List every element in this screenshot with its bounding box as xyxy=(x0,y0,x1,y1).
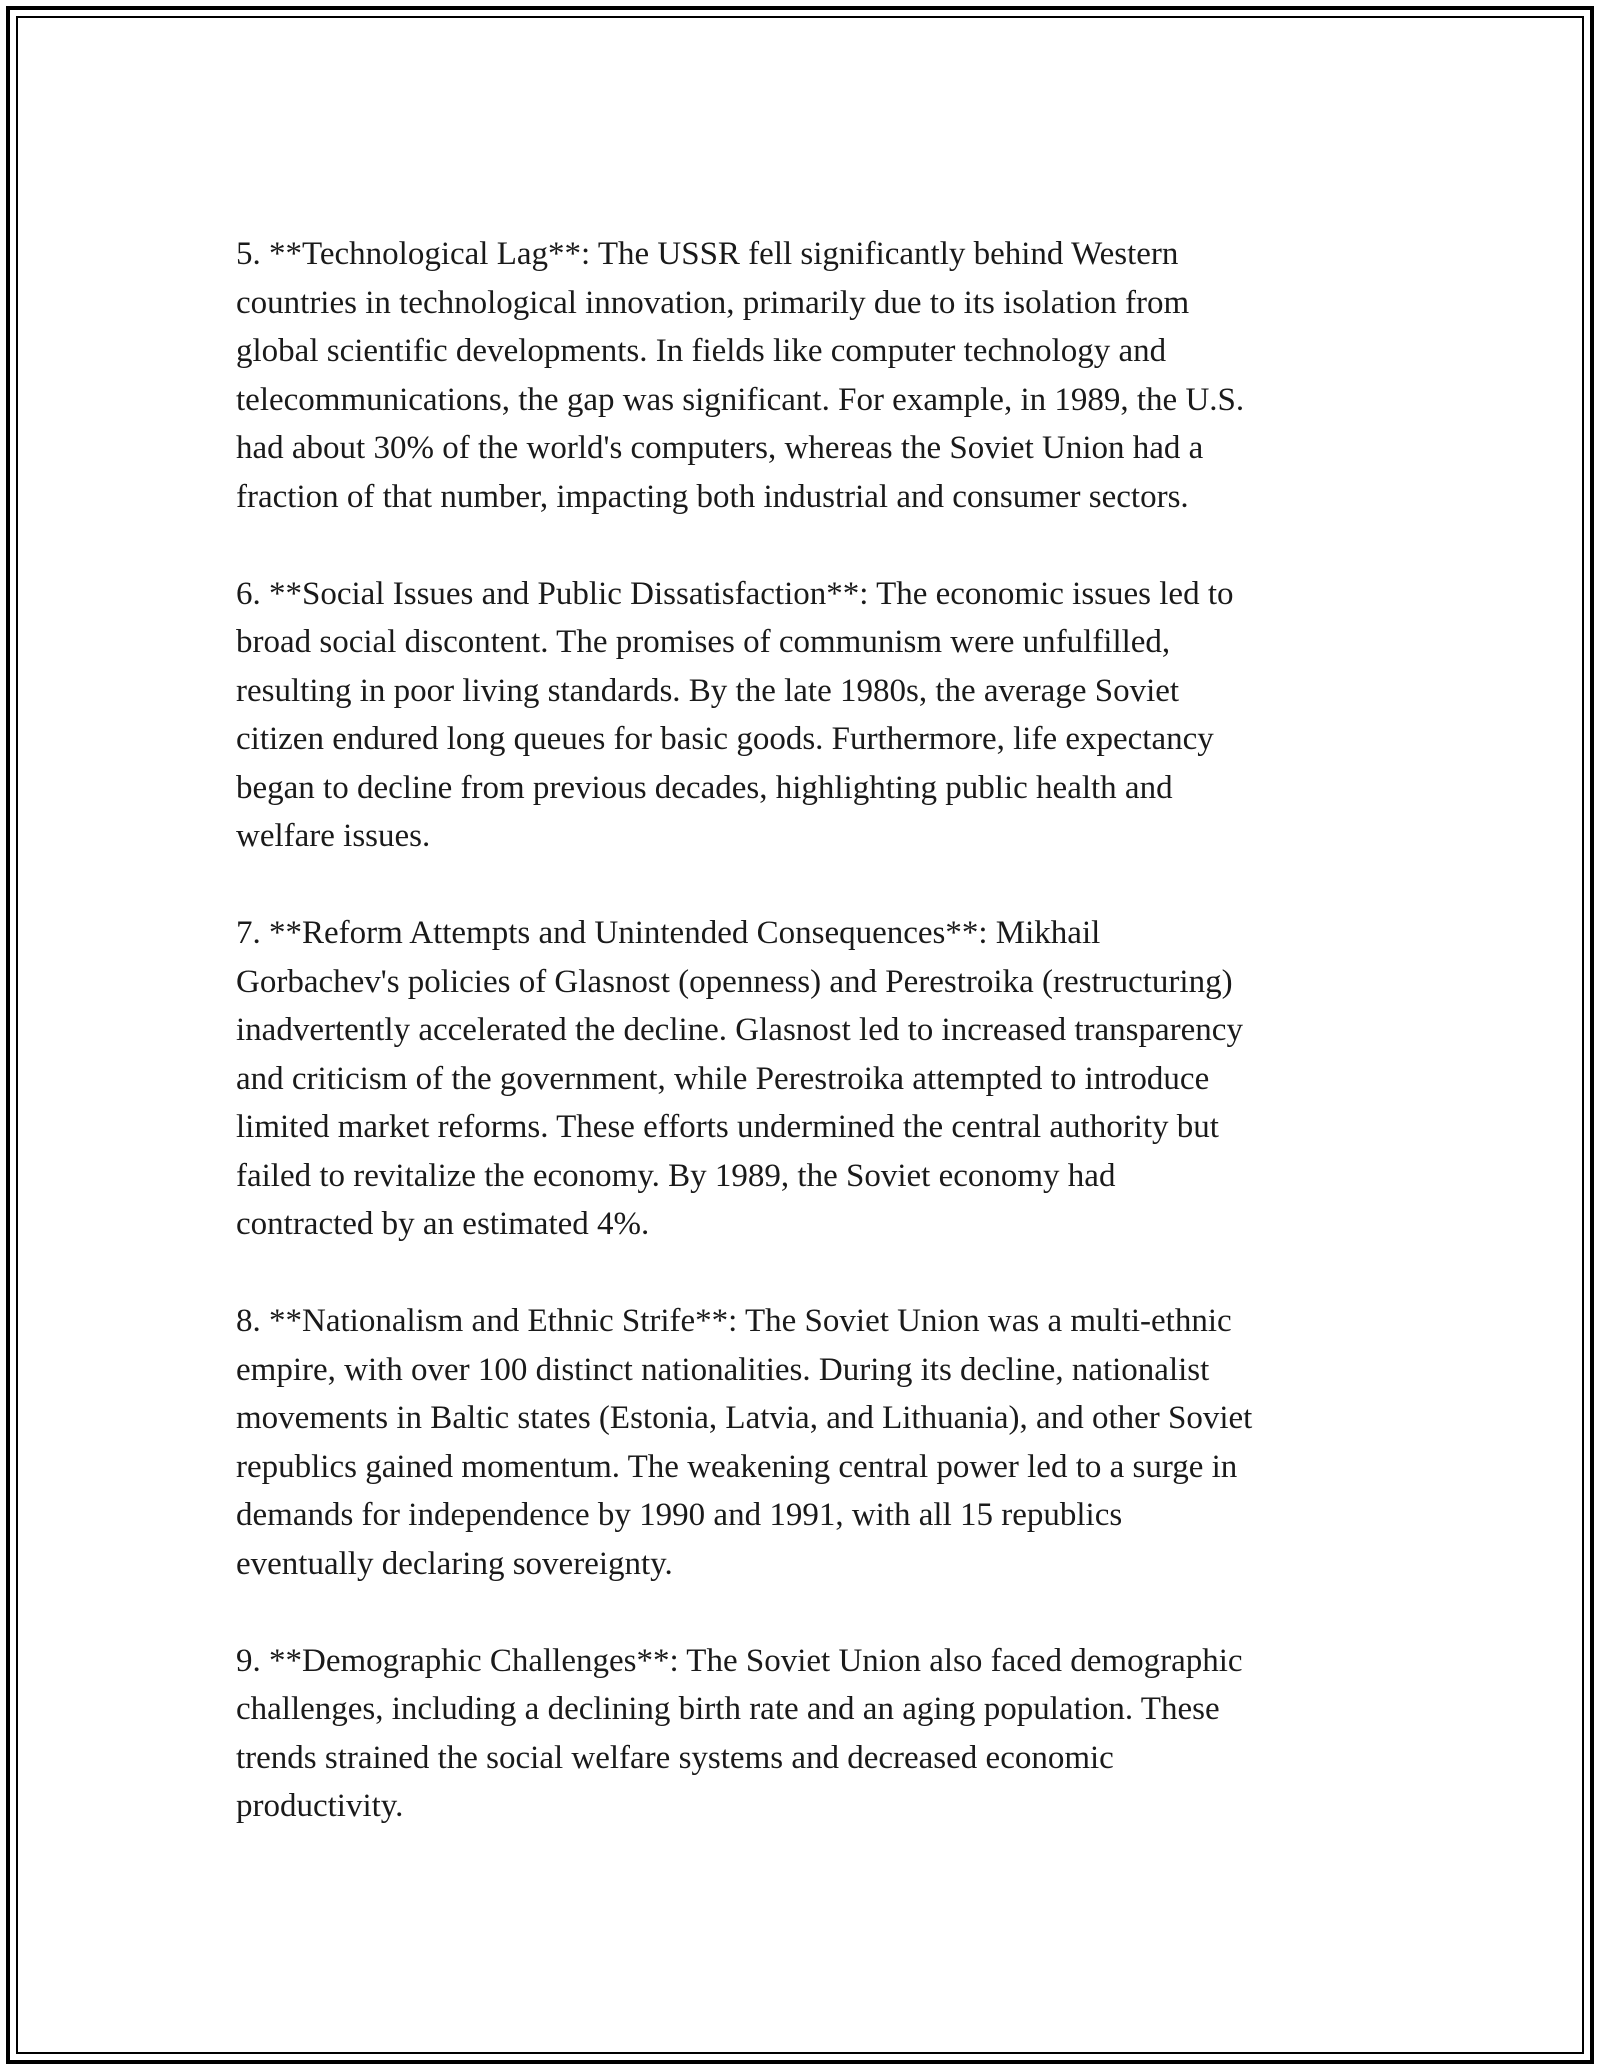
paragraph-technological-lag: 5. **Technological Lag**: The USSR fell significantly behind Western countries in technological innovation, primarily due to its isolation from global scientific developments. In fields like computer technology and telecommunications, the gap was significant. For example, in 1989, the U.S. had about 30% of the world's computers, whereas the Soviet Union had a fraction of that number, impacting both industrial and consumer sectors. xyxy=(236,236,1245,515)
paragraph-reform-attempts: 7. **Reform Attempts and Unintended Consequences**: Mikhail Gorbachev's policies of Glasnost (openness) and Perestroika (restructuring) inadvertently accelerated the decline. Glasnost led to increased transparency and criticism of the government, while Perestroika attempted to introduce limited market reforms. These efforts undermined the central authority but failed to revitalize the economy. By 1989, the Soviet economy had contracted by an estimated 4%. xyxy=(236,915,1243,1242)
document-body xyxy=(236,230,1386,1831)
paragraph-nationalism: 8. **Nationalism and Ethnic Strife**: The Soviet Union was a multi-ethnic empire, with over 100 distinct nationalities. During its decline, nationalist movements in Baltic states (Estonia, Latvia, and Lithuania), and other Soviet republics gained momentum. The weakening central power led to a surge in demands for independence by 1990 and 1991, with all 15 republics eventually declaring sovereignty. xyxy=(236,1303,1253,1582)
paragraph-social-issues: 6. **Social Issues and Public Dissatisfaction**: The economic issues led to broad social discontent. The promises of communism were unfulfilled, resulting in poor living standards. By the late 1980s, the average Soviet citizen endured long queues for basic goods. Furthermore, life expectancy began to decline from previous decades, highlighting public health and welfare issues. xyxy=(236,575,1234,854)
paragraph-demographic-challenges: 9. **Demographic Challenges**: The Soviet Union also faced demographic challenges, including a declining birth rate and an aging population. These trends strained the social welfare systems and decreased economic productivity. xyxy=(236,1642,1243,1824)
